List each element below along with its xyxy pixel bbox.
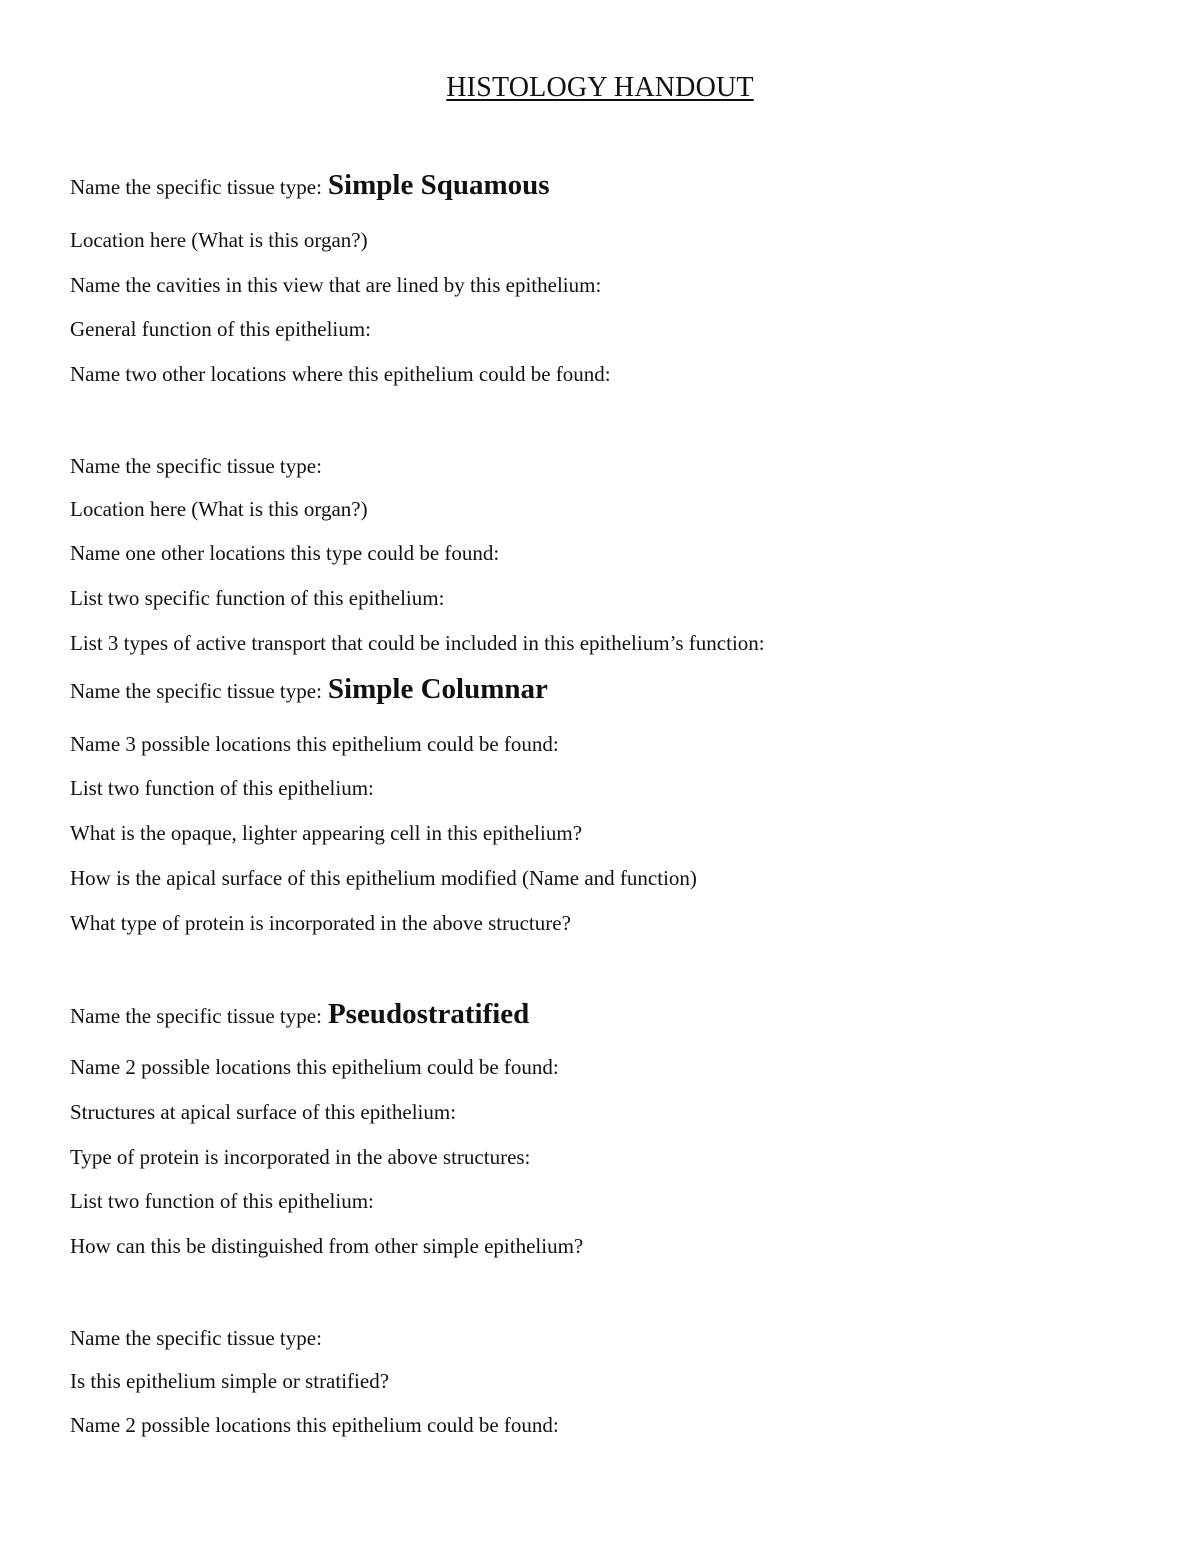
question-line: List two function of this epithelium: [70, 1189, 374, 1213]
question-line: List two function of this epithelium: [70, 776, 374, 800]
tissue-type-line-1 [70, 169, 550, 201]
question-line: Name one other locations this type could be found: [70, 541, 500, 565]
tissue-type-answer: Simple Columnar [327, 673, 548, 705]
question-line: General function of this epithelium: [70, 317, 371, 341]
question-line: What is the opaque, lighter appearing cell in this epithelium? [70, 821, 583, 845]
tissue-type-prompt: Name the specific tissue type: [70, 1326, 322, 1350]
question-line: Location here (What is this organ?) [70, 228, 368, 252]
tissue-type-line-4 [70, 998, 530, 1030]
tissue-type-line-5 [70, 1323, 328, 1351]
question-line: List two specific function of this epithelium: [70, 586, 445, 610]
question-line: Name 2 possible locations this epithelium could be found: [70, 1413, 559, 1437]
tissue-type-prompt: Name the specific tissue type: [70, 454, 322, 478]
tissue-type-prompt: Name the specific tissue type: [70, 679, 322, 703]
question-line: List 3 types of active transport that could be included in this epithelium’s function: [70, 631, 765, 655]
question-line: Type of protein is incorporated in the above structures: [70, 1145, 531, 1169]
question-line: How can this be distinguished from other simple epithelium? [70, 1234, 584, 1258]
tissue-type-prompt: Name the specific tissue type [70, 1004, 317, 1028]
question-line: Name 2 possible locations this epithelium could be found: [70, 1055, 559, 1079]
tissue-type-line-3 [70, 673, 548, 705]
tissue-type-answer: Pseudostratified [327, 998, 530, 1030]
page-title: HISTOLOGY HANDOUT [446, 72, 754, 103]
tissue-type-line-2 [70, 451, 328, 479]
question-line: What type of protein is incorporated in the above structure? [70, 911, 571, 935]
question-line: Name two other locations where this epithelium could be found: [70, 362, 611, 386]
tissue-type-answer: Simple Squamous [327, 169, 550, 201]
question-line: Structures at apical surface of this epithelium: [70, 1100, 457, 1124]
question-line: Is this epithelium simple or stratified? [70, 1369, 390, 1393]
tissue-type-prompt-colon: : [316, 1004, 322, 1028]
question-line: Name the cavities in this view that are lined by this epithelium: [70, 273, 602, 297]
question-line: Location here (What is this organ?) [70, 497, 368, 521]
question-line: Name 3 possible locations this epithelium could be found: [70, 732, 559, 756]
tissue-type-prompt: Name the specific tissue type: [70, 175, 322, 199]
question-line: How is the apical surface of this epithelium modified (Name and function) [70, 866, 697, 890]
